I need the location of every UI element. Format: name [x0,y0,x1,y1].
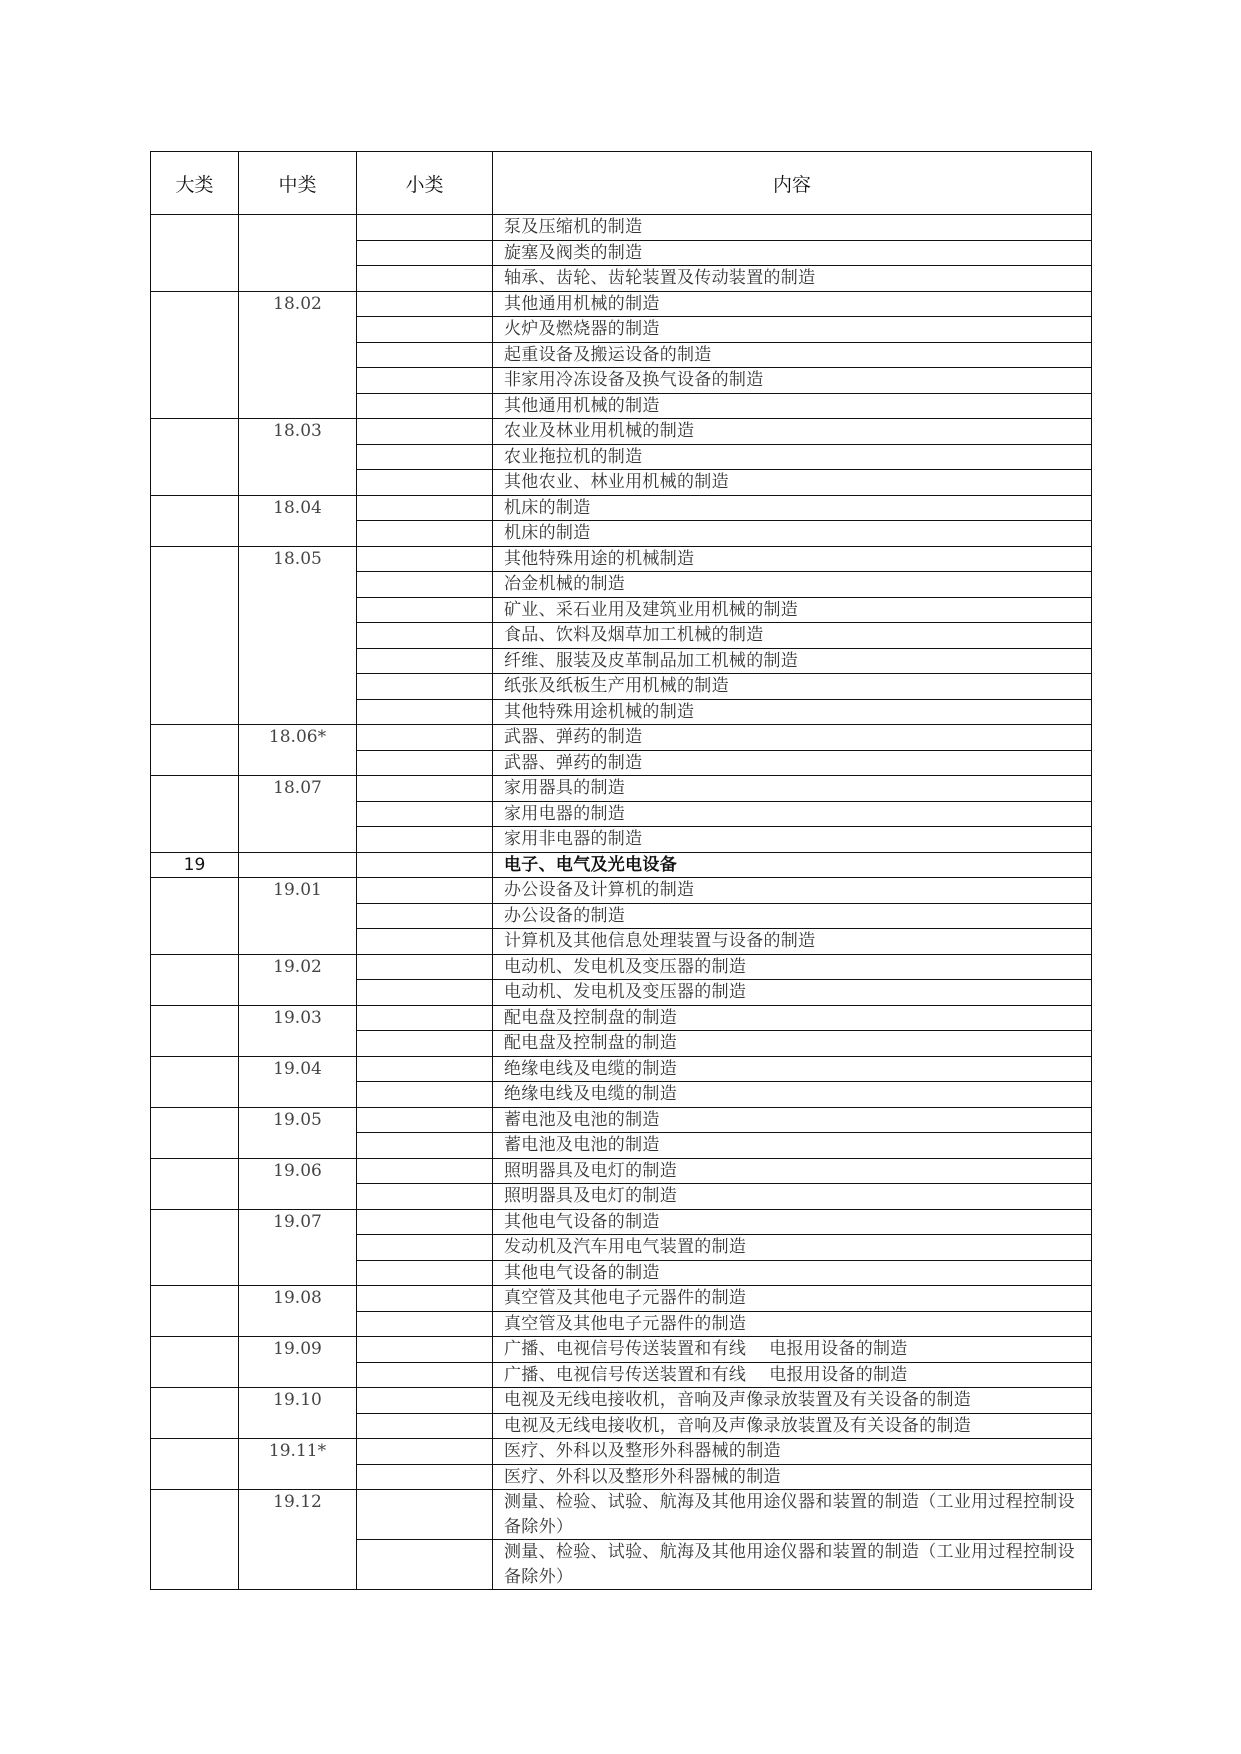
major-code-cell [151,903,239,929]
table-row [151,827,1092,853]
minor-code-cell [357,444,493,470]
minor-code-cell [357,368,493,394]
table-row [151,776,1092,802]
table-row [151,291,1092,317]
table-row [151,750,1092,776]
major-code-cell [151,1107,239,1133]
major-code-cell [151,1337,239,1363]
minor-code-cell [357,1286,493,1312]
middle-code-cell: 19.07 [239,1209,357,1235]
minor-code-cell [357,1235,493,1261]
middle-code-cell: 19.01 [239,878,357,904]
table-row [151,1082,1092,1108]
major-code-cell [151,342,239,368]
table-row [151,215,1092,241]
content-cell: 纤维、服装及皮革制品加工机械的制造 [493,648,1092,674]
minor-code-cell [357,852,493,878]
table-row [151,801,1092,827]
minor-code-cell [357,750,493,776]
header-middle: 中类 [239,152,357,215]
table-row [151,597,1092,623]
middle-code-cell [239,240,357,266]
major-code-cell [151,1362,239,1388]
major-code-cell [151,1464,239,1490]
table-row [151,1235,1092,1261]
minor-code-cell [357,240,493,266]
minor-code-cell [357,1464,493,1490]
major-code-cell [151,1184,239,1210]
minor-code-cell [357,1107,493,1133]
content-cell: 其他特殊用途机械的制造 [493,699,1092,725]
table-row [151,470,1092,496]
table-row [151,393,1092,419]
content-cell: 其他电气设备的制造 [493,1260,1092,1286]
middle-code-cell: 18.03 [239,419,357,445]
table-row [151,725,1092,751]
major-code-cell [151,572,239,598]
content-cell: 广播、电视信号传送装置和有线 电报用设备的制造 [493,1362,1092,1388]
content-cell: 测量、检验、试验、航海及其他用途仪器和装置的制造（工业用过程控制设备除外） [493,1540,1092,1590]
table-row [151,419,1092,445]
minor-code-cell [357,1311,493,1337]
middle-code-cell [239,1082,357,1108]
major-code-cell [151,546,239,572]
middle-code-cell: 19.02 [239,954,357,980]
content-cell: 泵及压缩机的制造 [493,215,1092,241]
content-cell: 电动机、发电机及变压器的制造 [493,980,1092,1006]
content-cell: 蓄电池及电池的制造 [493,1107,1092,1133]
content-cell: 电子、电气及光电设备 [493,852,1092,878]
middle-code-cell [239,1413,357,1439]
content-cell: 其他通用机械的制造 [493,291,1092,317]
middle-code-cell [239,674,357,700]
table-row [151,240,1092,266]
minor-code-cell [357,291,493,317]
major-code-cell [151,1540,239,1590]
table-row [151,572,1092,598]
major-code-cell [151,1260,239,1286]
major-code-cell [151,291,239,317]
major-code-cell [151,1005,239,1031]
table-row [151,1107,1092,1133]
minor-code-cell [357,1082,493,1108]
table-row [151,368,1092,394]
middle-code-cell [239,1133,357,1159]
table-row [151,1439,1092,1465]
major-code-cell [151,266,239,292]
minor-code-cell [357,1439,493,1465]
content-cell: 真空管及其他电子元器件的制造 [493,1286,1092,1312]
content-cell: 配电盘及控制盘的制造 [493,1031,1092,1057]
middle-code-cell [239,1540,357,1590]
content-cell: 办公设备的制造 [493,903,1092,929]
middle-code-cell [239,1031,357,1057]
major-code-cell [151,980,239,1006]
minor-code-cell [357,1031,493,1057]
middle-code-cell: 19.04 [239,1056,357,1082]
table-row [151,903,1092,929]
table-row [151,1260,1092,1286]
middle-code-cell [239,750,357,776]
major-code-cell [151,1056,239,1082]
content-cell: 真空管及其他电子元器件的制造 [493,1311,1092,1337]
major-code-cell [151,648,239,674]
content-cell: 电动机、发电机及变压器的制造 [493,954,1092,980]
content-cell: 医疗、外科以及整形外科器械的制造 [493,1439,1092,1465]
content-cell: 照明器具及电灯的制造 [493,1158,1092,1184]
middle-code-cell [239,1235,357,1261]
content-cell: 其他农业、林业用机械的制造 [493,470,1092,496]
minor-code-cell [357,1005,493,1031]
header-major: 大类 [151,152,239,215]
middle-code-cell: 19.11* [239,1439,357,1465]
minor-code-cell [357,1133,493,1159]
table-row [151,1005,1092,1031]
minor-code-cell [357,1056,493,1082]
content-cell: 配电盘及控制盘的制造 [493,1005,1092,1031]
major-code-cell [151,597,239,623]
middle-code-cell [239,852,357,878]
minor-code-cell [357,725,493,751]
content-cell: 冶金机械的制造 [493,572,1092,598]
table-row [151,444,1092,470]
middle-code-cell [239,393,357,419]
major-code-cell [151,1209,239,1235]
minor-code-cell [357,954,493,980]
middle-code-cell [239,597,357,623]
content-cell: 火炉及燃烧器的制造 [493,317,1092,343]
minor-code-cell [357,1209,493,1235]
middle-code-cell [239,929,357,955]
minor-code-cell [357,393,493,419]
minor-code-cell [357,776,493,802]
middle-code-cell [239,521,357,547]
middle-code-cell [239,980,357,1006]
content-cell: 绝缘电线及电缆的制造 [493,1056,1092,1082]
content-cell: 农业及林业用机械的制造 [493,419,1092,445]
content-cell: 非家用冷冻设备及换气设备的制造 [493,368,1092,394]
middle-code-cell [239,368,357,394]
middle-code-cell: 18.06* [239,725,357,751]
minor-code-cell [357,546,493,572]
minor-code-cell [357,929,493,955]
major-code-cell [151,878,239,904]
major-code-cell [151,801,239,827]
table-row [151,623,1092,649]
minor-code-cell [357,495,493,521]
minor-code-cell [357,419,493,445]
content-cell: 计算机及其他信息处理装置与设备的制造 [493,929,1092,955]
content-cell: 机床的制造 [493,495,1092,521]
table-row [151,495,1092,521]
middle-code-cell [239,470,357,496]
minor-code-cell [357,1388,493,1414]
minor-code-cell [357,801,493,827]
table-row [151,1388,1092,1414]
major-code-cell [151,776,239,802]
middle-code-cell: 18.02 [239,291,357,317]
middle-code-cell [239,342,357,368]
middle-code-cell [239,1464,357,1490]
middle-code-cell: 19.12 [239,1490,357,1540]
content-cell: 其他特殊用途的机械制造 [493,546,1092,572]
content-cell: 家用器具的制造 [493,776,1092,802]
major-code-cell [151,1235,239,1261]
major-code-cell [151,495,239,521]
content-cell: 轴承、齿轮、齿轮装置及传动装置的制造 [493,266,1092,292]
minor-code-cell [357,266,493,292]
content-cell: 武器、弹药的制造 [493,750,1092,776]
major-code-cell [151,699,239,725]
major-code-cell [151,444,239,470]
major-code-cell [151,1133,239,1159]
minor-code-cell [357,699,493,725]
minor-code-cell [357,903,493,929]
minor-code-cell [357,878,493,904]
table-row [151,1464,1092,1490]
major-code-cell [151,1413,239,1439]
table-row [151,699,1092,725]
middle-code-cell [239,572,357,598]
major-code-cell [151,725,239,751]
minor-code-cell [357,1413,493,1439]
middle-code-cell [239,648,357,674]
major-code-cell [151,954,239,980]
content-cell: 发动机及汽车用电气装置的制造 [493,1235,1092,1261]
content-cell: 食品、饮料及烟草加工机械的制造 [493,623,1092,649]
major-code-cell [151,1082,239,1108]
major-code-cell [151,1286,239,1312]
table-row [151,980,1092,1006]
major-code-cell [151,623,239,649]
middle-code-cell [239,317,357,343]
classification-table [150,151,1092,1590]
middle-code-cell [239,1311,357,1337]
content-cell: 家用非电器的制造 [493,827,1092,853]
major-code-cell [151,1388,239,1414]
table-body [151,215,1092,1590]
major-code-cell [151,750,239,776]
major-code-cell [151,1031,239,1057]
middle-code-cell: 19.08 [239,1286,357,1312]
minor-code-cell [357,470,493,496]
middle-code-cell: 19.03 [239,1005,357,1031]
content-cell: 矿业、采石业用及建筑业用机械的制造 [493,597,1092,623]
middle-code-cell: 19.10 [239,1388,357,1414]
table-row [151,1184,1092,1210]
table-row [151,1031,1092,1057]
table-row [151,1413,1092,1439]
major-code-cell [151,674,239,700]
header-content: 内容 [493,152,1092,215]
middle-code-cell [239,623,357,649]
minor-code-cell [357,572,493,598]
middle-code-cell: 19.05 [239,1107,357,1133]
middle-code-cell: 19.09 [239,1337,357,1363]
header-row [151,152,1092,215]
content-cell: 农业拖拉机的制造 [493,444,1092,470]
table-row [151,674,1092,700]
major-code-cell [151,215,239,241]
table-row [151,342,1092,368]
content-cell: 武器、弹药的制造 [493,725,1092,751]
middle-code-cell [239,266,357,292]
major-code-cell [151,393,239,419]
table-row [151,1490,1092,1540]
minor-code-cell [357,623,493,649]
minor-code-cell [357,674,493,700]
minor-code-cell [357,1184,493,1210]
content-cell: 其他电气设备的制造 [493,1209,1092,1235]
minor-code-cell [357,1260,493,1286]
minor-code-cell [357,215,493,241]
middle-code-cell [239,903,357,929]
table-row [151,648,1092,674]
middle-code-cell [239,215,357,241]
minor-code-cell [357,980,493,1006]
middle-code-cell [239,444,357,470]
major-code-cell [151,470,239,496]
table-row [151,878,1092,904]
header-minor: 小类 [357,152,493,215]
minor-code-cell [357,597,493,623]
content-cell: 测量、检验、试验、航海及其他用途仪器和装置的制造（工业用过程控制设备除外） [493,1490,1092,1540]
table-row [151,1337,1092,1363]
content-cell: 起重设备及搬运设备的制造 [493,342,1092,368]
middle-code-cell [239,699,357,725]
table-row [151,317,1092,343]
table-row [151,1362,1092,1388]
major-code-cell: 19 [151,852,239,878]
major-code-cell [151,929,239,955]
table-row [151,1311,1092,1337]
major-code-cell [151,1158,239,1184]
table-row [151,546,1092,572]
major-code-cell [151,317,239,343]
content-cell: 照明器具及电灯的制造 [493,1184,1092,1210]
minor-code-cell [357,521,493,547]
content-cell: 医疗、外科以及整形外科器械的制造 [493,1464,1092,1490]
middle-code-cell: 18.04 [239,495,357,521]
minor-code-cell [357,1490,493,1540]
content-cell: 其他通用机械的制造 [493,393,1092,419]
minor-code-cell [357,827,493,853]
middle-code-cell [239,827,357,853]
major-code-cell [151,1311,239,1337]
minor-code-cell [357,1540,493,1590]
table-row [151,266,1092,292]
content-cell: 机床的制造 [493,521,1092,547]
middle-code-cell [239,1260,357,1286]
major-code-cell [151,240,239,266]
content-cell: 蓄电池及电池的制造 [493,1133,1092,1159]
table-row [151,1286,1092,1312]
content-cell: 电视及无线电接收机，音响及声像录放装置及有关设备的制造 [493,1413,1092,1439]
table-row [151,852,1092,878]
table-row [151,954,1092,980]
minor-code-cell [357,648,493,674]
major-code-cell [151,1439,239,1465]
table-row [151,1133,1092,1159]
content-cell: 绝缘电线及电缆的制造 [493,1082,1092,1108]
table-row [151,1158,1092,1184]
content-cell: 广播、电视信号传送装置和有线 电报用设备的制造 [493,1337,1092,1363]
middle-code-cell: 19.06 [239,1158,357,1184]
middle-code-cell [239,1184,357,1210]
major-code-cell [151,827,239,853]
middle-code-cell [239,1362,357,1388]
table-row [151,1056,1092,1082]
major-code-cell [151,419,239,445]
content-cell: 纸张及纸板生产用机械的制造 [493,674,1092,700]
minor-code-cell [357,1158,493,1184]
major-code-cell [151,521,239,547]
minor-code-cell [357,1337,493,1363]
middle-code-cell: 18.05 [239,546,357,572]
major-code-cell [151,368,239,394]
content-cell: 电视及无线电接收机，音响及声像录放装置及有关设备的制造 [493,1388,1092,1414]
table-row [151,929,1092,955]
middle-code-cell [239,801,357,827]
table-row [151,1209,1092,1235]
middle-code-cell: 18.07 [239,776,357,802]
content-cell: 旋塞及阀类的制造 [493,240,1092,266]
content-cell: 办公设备及计算机的制造 [493,878,1092,904]
minor-code-cell [357,342,493,368]
table-row [151,521,1092,547]
table-row [151,1540,1092,1590]
major-code-cell [151,1490,239,1540]
minor-code-cell [357,1362,493,1388]
content-cell: 家用电器的制造 [493,801,1092,827]
minor-code-cell [357,317,493,343]
